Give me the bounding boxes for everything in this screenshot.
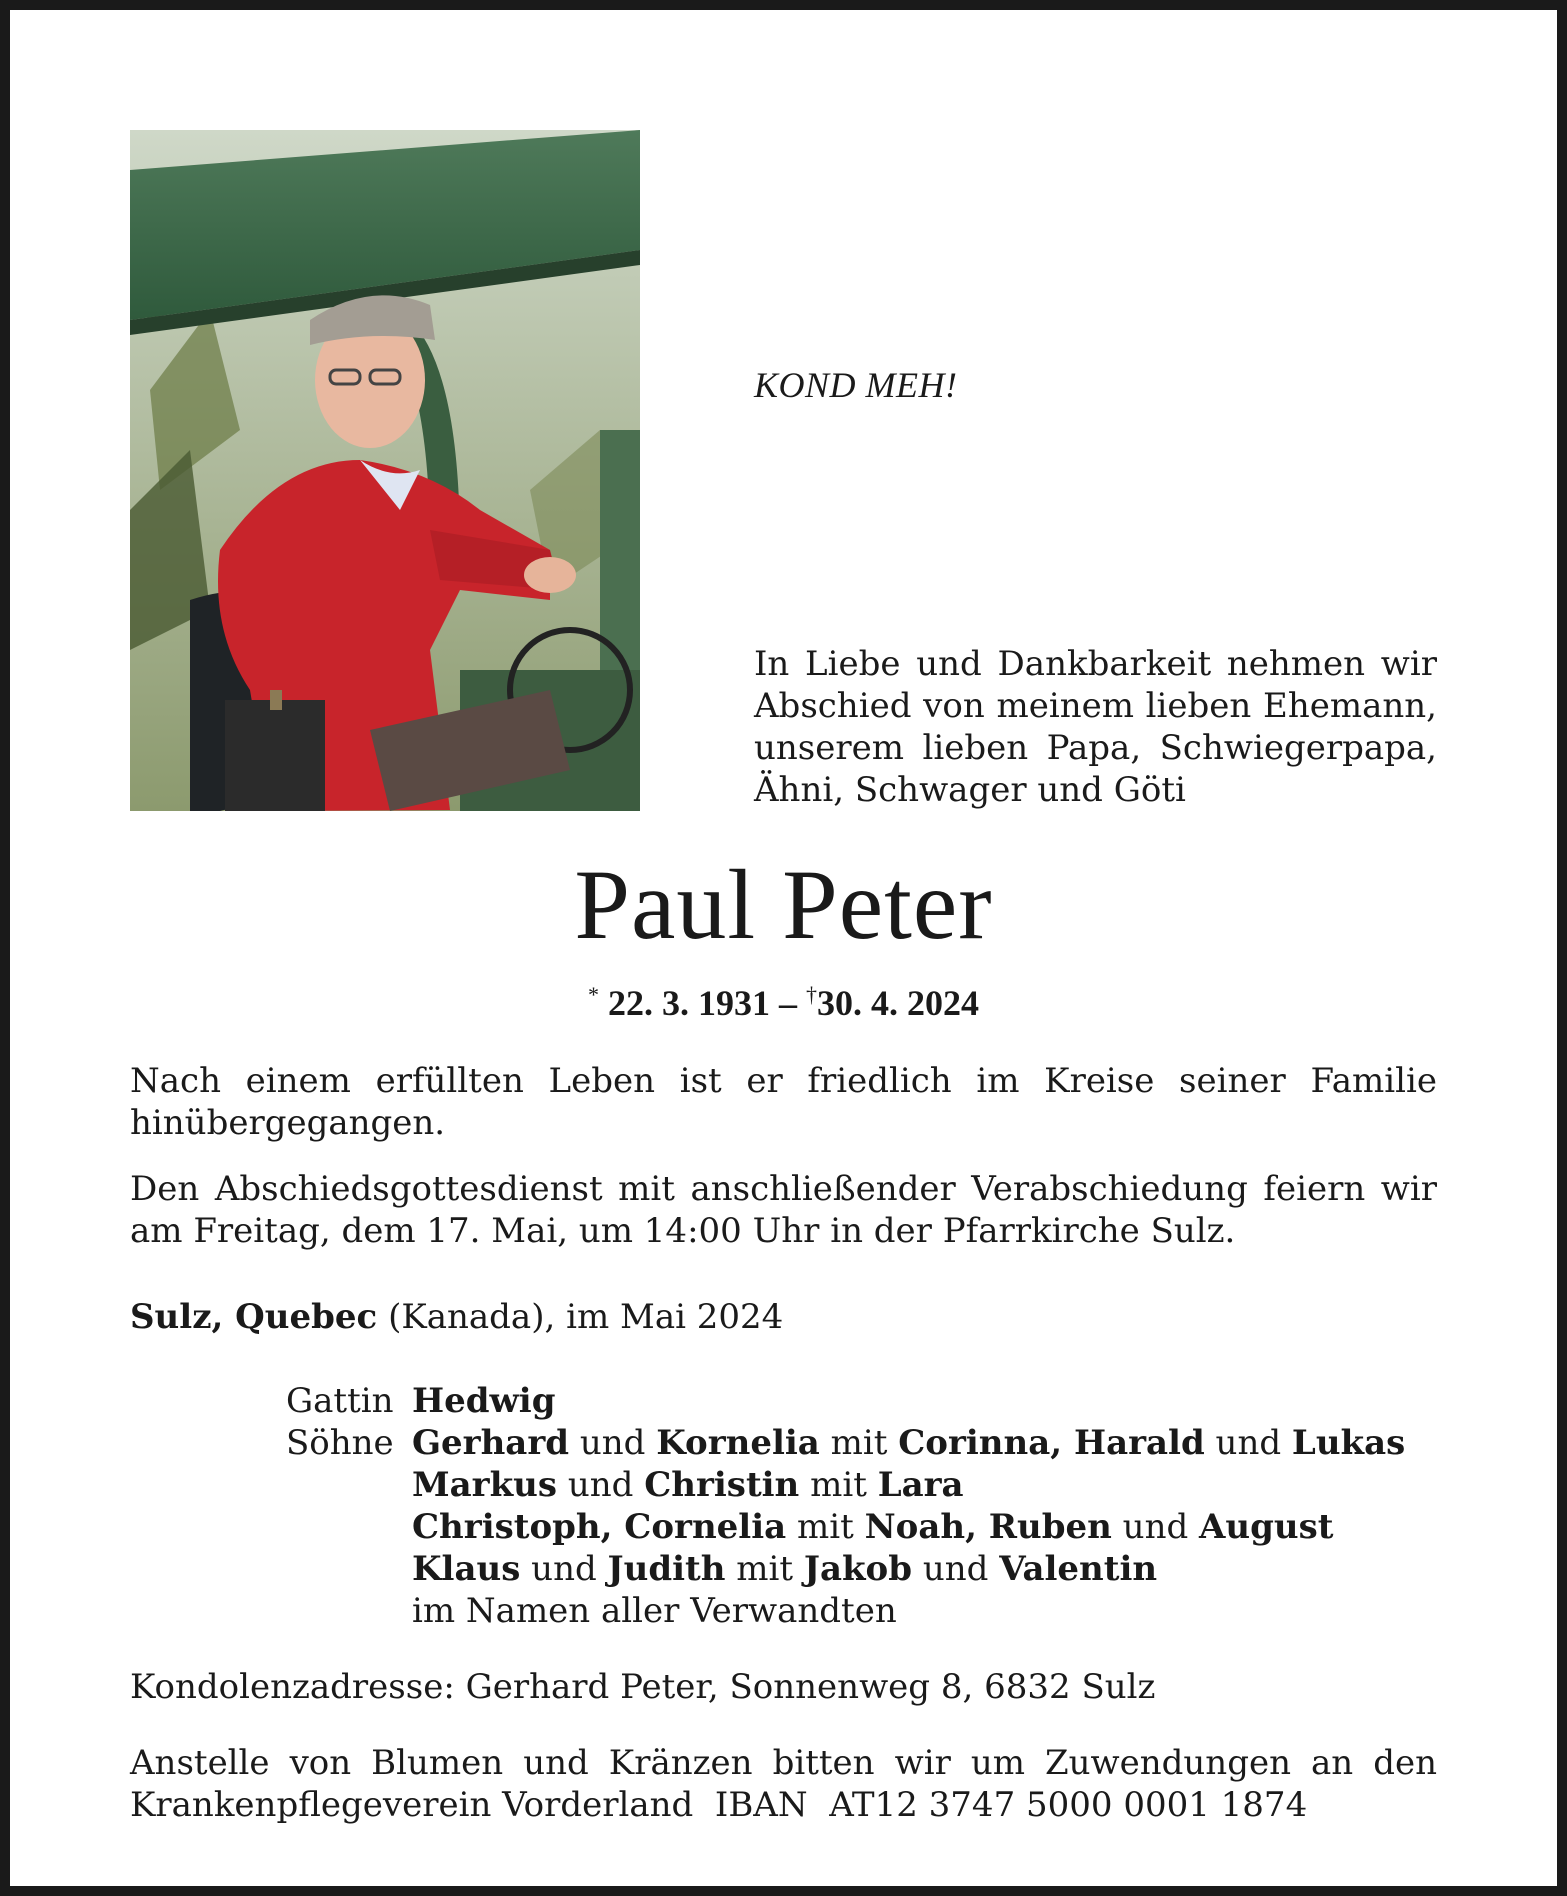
paragraph-service: Den Abschiedsgottesdienst mit anschließender Verabschiedung feiern wir am Freitag, dem 17. Mai, um 14:00 Uhr in der Pfarrkirche Sulz. — [130, 1169, 1437, 1251]
birth-date: 22. 3. 1931 — [608, 983, 770, 1023]
family-name: Judith — [607, 1549, 726, 1589]
family-row — [286, 1548, 1405, 1590]
connector: mit — [810, 1465, 867, 1505]
family-name: Lukas — [1291, 1423, 1406, 1463]
connector: mit — [830, 1423, 888, 1463]
connector: und — [1215, 1423, 1282, 1463]
place-bold: Sulz, Quebec — [130, 1297, 378, 1337]
family-list — [286, 1380, 1405, 1632]
family-name: Valentin — [999, 1549, 1158, 1589]
condolence-address: Kondolenzadresse: Gerhard Peter, Sonnenweg 8, 6832 Sulz — [130, 1667, 1156, 1707]
intro-text: In Liebe und Dankbarkeit nehmen wir Abschied von meinem lieben Ehemann, unserem lieben Papa, Schwiegerpapa, Ähni, Schwager und Göti — [754, 644, 1437, 810]
connector: und — [922, 1549, 989, 1589]
connector: und — [531, 1549, 597, 1589]
motto: KOND MEH! — [754, 365, 958, 405]
family-name: Gerhard — [412, 1423, 570, 1463]
family-row — [286, 1464, 1405, 1506]
donation-note — [130, 1742, 1437, 1826]
portrait-photo — [130, 130, 640, 811]
family-name: Markus — [412, 1465, 557, 1505]
family-row — [286, 1506, 1405, 1548]
connector: mit — [736, 1549, 794, 1589]
donation-line-1: Anstelle von Blumen und Kränzen bitten wir um Zuwendungen an den — [130, 1743, 1437, 1783]
relation-label: Söhne — [286, 1423, 394, 1463]
place-date — [130, 1296, 783, 1338]
family-name: Christoph, Cornelia — [412, 1507, 787, 1547]
connector: und — [567, 1465, 634, 1505]
deceased-name: Paul Peter — [574, 849, 993, 960]
family-name: Jakob — [803, 1549, 913, 1589]
family-name: Klaus — [412, 1549, 521, 1589]
donation-line-2: Krankenpflegeverein Vorderland IBAN AT12 3747 5000 0001 1874 — [130, 1785, 1308, 1825]
family-name: Hedwig — [412, 1381, 556, 1421]
connector: mit — [796, 1507, 854, 1547]
relation-label: Gattin — [286, 1381, 394, 1421]
family-row-gattin — [286, 1380, 1405, 1422]
family-name: Noah, Ruben — [864, 1507, 1112, 1547]
birth-symbol: * — [588, 982, 599, 1007]
life-dates — [0, 982, 1567, 1024]
relatives-note: im Namen aller Verwandten — [412, 1591, 897, 1631]
portrait-illustration — [130, 130, 640, 811]
family-name: Kornelia — [656, 1423, 820, 1463]
family-name: August — [1199, 1507, 1334, 1547]
family-name: Lara — [877, 1465, 964, 1505]
paragraph-passing: Nach einem erfüllten Leben ist er friedlich im Kreise seiner Familie hinübergegangen. — [130, 1061, 1437, 1143]
connector: und — [579, 1423, 646, 1463]
family-name: Corinna, Harald — [898, 1423, 1205, 1463]
place-rest: (Kanada), im Mai 2024 — [388, 1297, 784, 1337]
death-symbol: † — [806, 982, 817, 1007]
death-date: 30. 4. 2024 — [817, 983, 979, 1023]
connector: und — [1122, 1507, 1189, 1547]
family-row-soehne — [286, 1422, 1405, 1464]
date-separator: – — [779, 983, 797, 1023]
family-name: Christin — [644, 1465, 800, 1505]
family-row — [286, 1590, 1405, 1632]
